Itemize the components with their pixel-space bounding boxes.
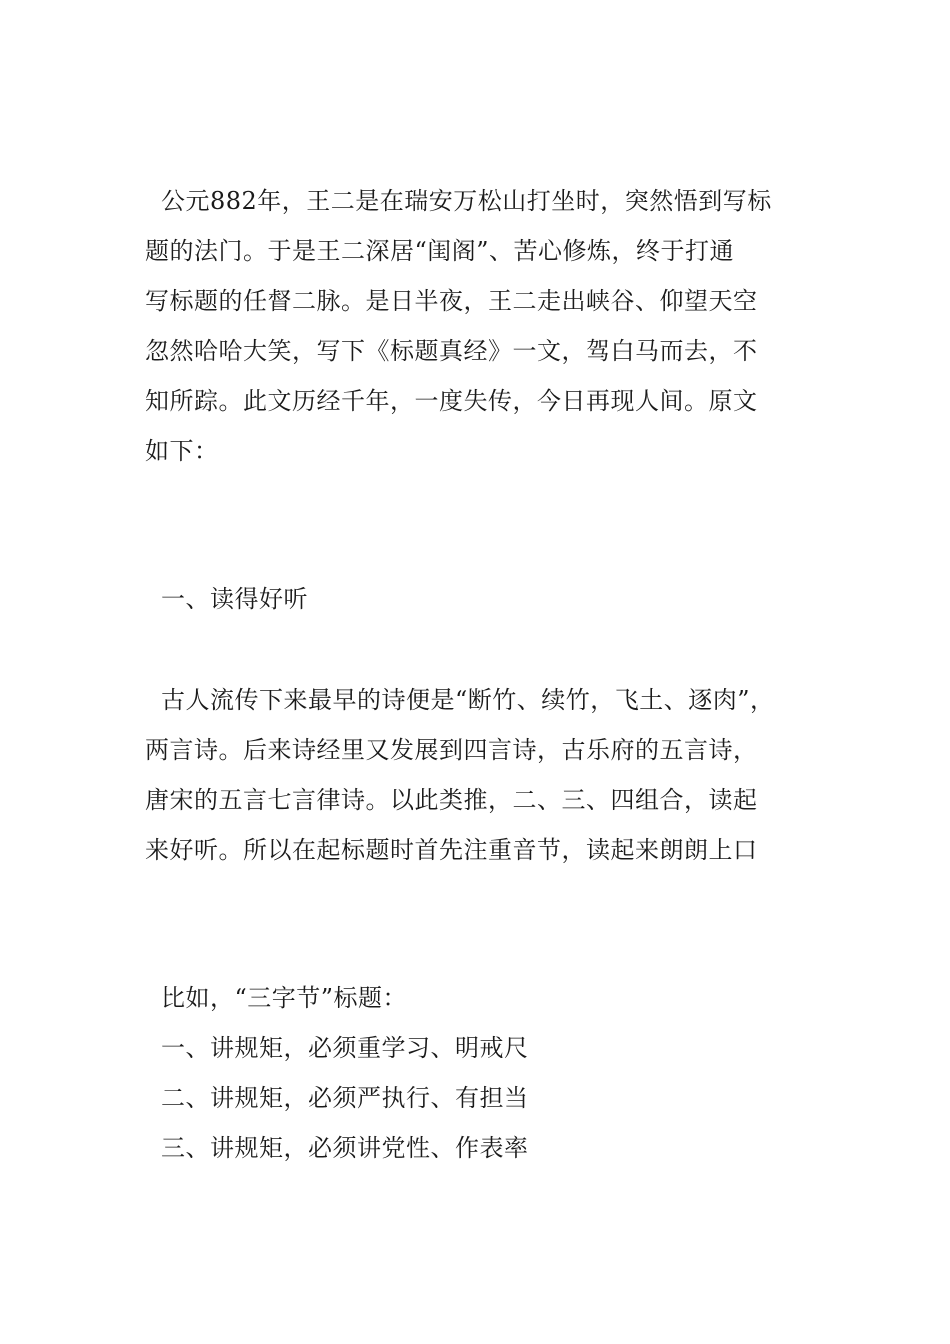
example-list: [145, 973, 825, 1173]
intro-line: 如下：: [145, 437, 219, 465]
example-item: 二、讲规矩，必须严执行、有担当: [161, 1084, 529, 1112]
example-item: 一、讲规矩，必须重学习、明戒尺: [161, 1034, 529, 1062]
intro-line: 知所踪。此文历经千年，一度失传，今日再现人间。原文: [145, 387, 758, 415]
intro-line: 题的法门。于是王二深居“闺阁”、苦心修炼，终于打通: [145, 237, 735, 265]
section-heading-text: 一、读得好听: [161, 585, 308, 613]
intro-line: 公元882年，王二是在瑞安万松山打坐时，突然悟到写标: [161, 187, 772, 215]
body-line: 两言诗。后来诗经里又发展到四言诗，古乐府的五言诗，: [145, 736, 758, 764]
section-body-paragraph: [145, 675, 825, 875]
section-heading: [145, 574, 825, 624]
body-line: 古人流传下来最早的诗便是“断竹、续竹，飞土、逐肉”，: [161, 686, 775, 714]
intro-line: 写标题的任督二脉。是日半夜，王二走出峡谷、仰望天空: [145, 287, 758, 315]
body-line: 唐宋的五言七言律诗。以此类推，二、三、四组合，读起: [145, 786, 758, 814]
example-intro: 比如，“三字节”标题：: [161, 984, 408, 1012]
body-line: 来好听。所以在起标题时首先注重音节，读起来朗朗上口: [145, 836, 758, 864]
intro-paragraph: [145, 176, 825, 476]
example-item: 三、讲规矩，必须讲党性、作表率: [161, 1134, 529, 1162]
intro-line: 忽然哈哈大笑，写下《标题真经》一文，驾白马而去，不: [145, 337, 758, 365]
